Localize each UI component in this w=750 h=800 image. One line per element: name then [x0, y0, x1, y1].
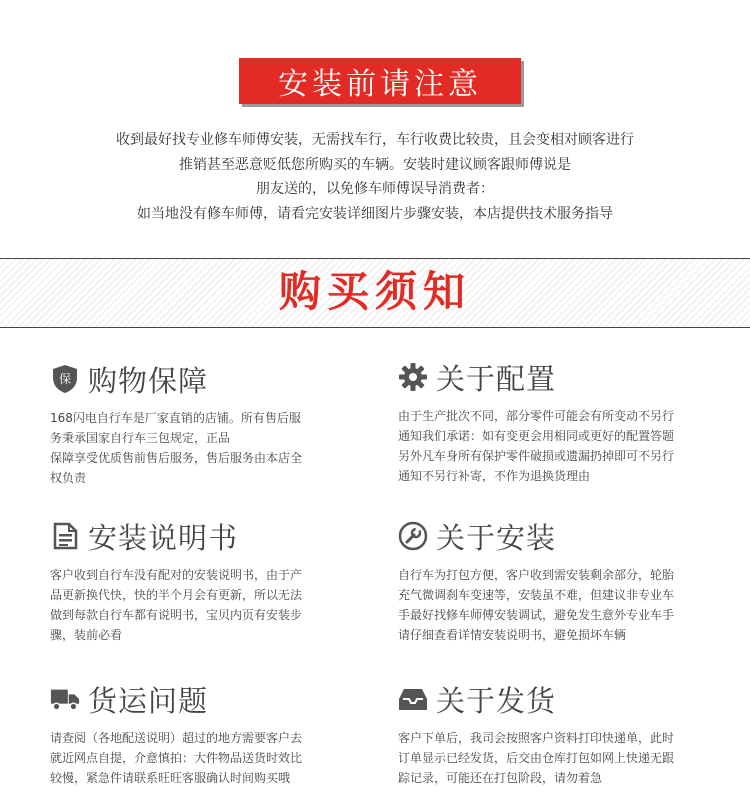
section-line: 充气微调刹车变速等，安装虽不难，但建议非专业车 — [398, 588, 675, 602]
section-header — [398, 680, 698, 718]
section-line: 168闪电自行车是厂家直销的店铺。所有售后服 — [50, 411, 301, 425]
section-line: 手最好找修车师傅安装调试，避免发生意外专业车手 — [398, 608, 675, 622]
section-line: 客户收到自行车没有配对的安装说明书，由于产 — [50, 568, 303, 582]
section-header — [50, 680, 350, 718]
section-title: 购物保障 — [88, 363, 209, 398]
section-line: 权负责 — [50, 471, 87, 485]
section-installation-manual — [50, 517, 350, 645]
wrench-icon — [398, 521, 428, 551]
section-shopping-guarantee — [50, 360, 350, 488]
section-line: 订单显示已经发货，后交由仓库打包如网上快递无跟 — [398, 751, 675, 765]
section-about-delivery — [398, 680, 698, 788]
section-line: 另外凡车身所有保护零件破损或遗漏扔掉即可不另行 — [398, 449, 675, 463]
section-title: 安装说明书 — [88, 520, 239, 555]
shield-icon — [50, 364, 80, 394]
section-line: 骤，装前必看 — [50, 628, 123, 642]
notice-line: 收到最好找专业修车师傅安装，无需找车行，车行收费比较贵，且会变相对顾客进行 — [116, 132, 634, 148]
section-line: 就近网点自提，介意慎拍：大件物品送货时效比 — [50, 751, 303, 765]
section-line: 务秉承国家自行车三包规定，正品 — [50, 431, 231, 445]
section-shipping-issues — [50, 680, 350, 788]
section-body — [50, 728, 350, 788]
notice-line: 如当地没有修车师傅，请看完安装详细图片步骤安装，本店提供技术服务指导 — [137, 205, 613, 222]
section-line: 自行车为打包方便，客户收到需安装剩余部分，轮胎 — [398, 568, 675, 582]
section-header — [50, 517, 350, 555]
manual-icon — [50, 521, 80, 551]
inbox-icon — [398, 684, 428, 714]
section-title: 关于安装 — [436, 520, 557, 555]
gear-icon — [398, 362, 428, 392]
section-line: 请查阅（各地配送说明）超过的地方需要客户去 — [50, 731, 303, 745]
section-line: 踪记录，可能还在打包阶段，请勿着急 — [398, 771, 603, 785]
section-body — [398, 565, 698, 645]
section-line: 通知我们承诺：如有变更会用相同或更好的配置答题 — [398, 429, 675, 443]
section-line: 请仔细查看详情安装说明书，避免损坏车辆 — [398, 628, 627, 642]
section-about-installation — [398, 517, 698, 645]
section-title: 关于发货 — [436, 683, 557, 718]
notice-line: 朋友送的，以免修车师傅误导消费者： — [256, 181, 494, 198]
notice-paragraph — [40, 128, 710, 226]
section-line: 做到每款自行车都有说明书，宝贝内页有安装步 — [50, 608, 303, 622]
section-line: 通知不另行补寄，不作为退换货理由 — [398, 469, 591, 483]
section-title: 关于配置 — [436, 361, 557, 396]
notice-banner — [239, 58, 521, 104]
section-header — [398, 358, 698, 396]
section-line: 由于生产批次不同，部分零件可能会有所变动不另行 — [398, 409, 675, 423]
section-line: 品更新换代快，快的半个月会有更新，所以无法 — [50, 588, 303, 602]
section-line: 客户下单后，我司会按照客户资料打印快递单，此时 — [398, 731, 675, 745]
section-header — [50, 360, 350, 398]
purchase-title: 购买须知 — [278, 267, 471, 316]
notice-banner-title: 安装前请注意 — [278, 67, 482, 102]
section-header — [398, 517, 698, 555]
shield-icon-char: 保 — [58, 372, 72, 386]
section-body — [398, 406, 698, 486]
purchase-band — [0, 258, 750, 328]
section-line: 较慢，紧急件请联系旺旺客服确认时间购买哦 — [50, 771, 291, 785]
section-configuration — [398, 358, 698, 486]
section-line: 保障享受优质售前售后服务，售后服务由本店全 — [50, 451, 303, 465]
notice-line: 推销甚至恶意贬低您所购买的车辆。安装时建议顾客跟师傅说是 — [179, 156, 571, 173]
section-body — [50, 408, 350, 488]
truck-icon — [50, 684, 80, 714]
section-body — [50, 565, 350, 645]
section-title: 货运问题 — [88, 683, 209, 718]
section-body — [398, 728, 698, 788]
